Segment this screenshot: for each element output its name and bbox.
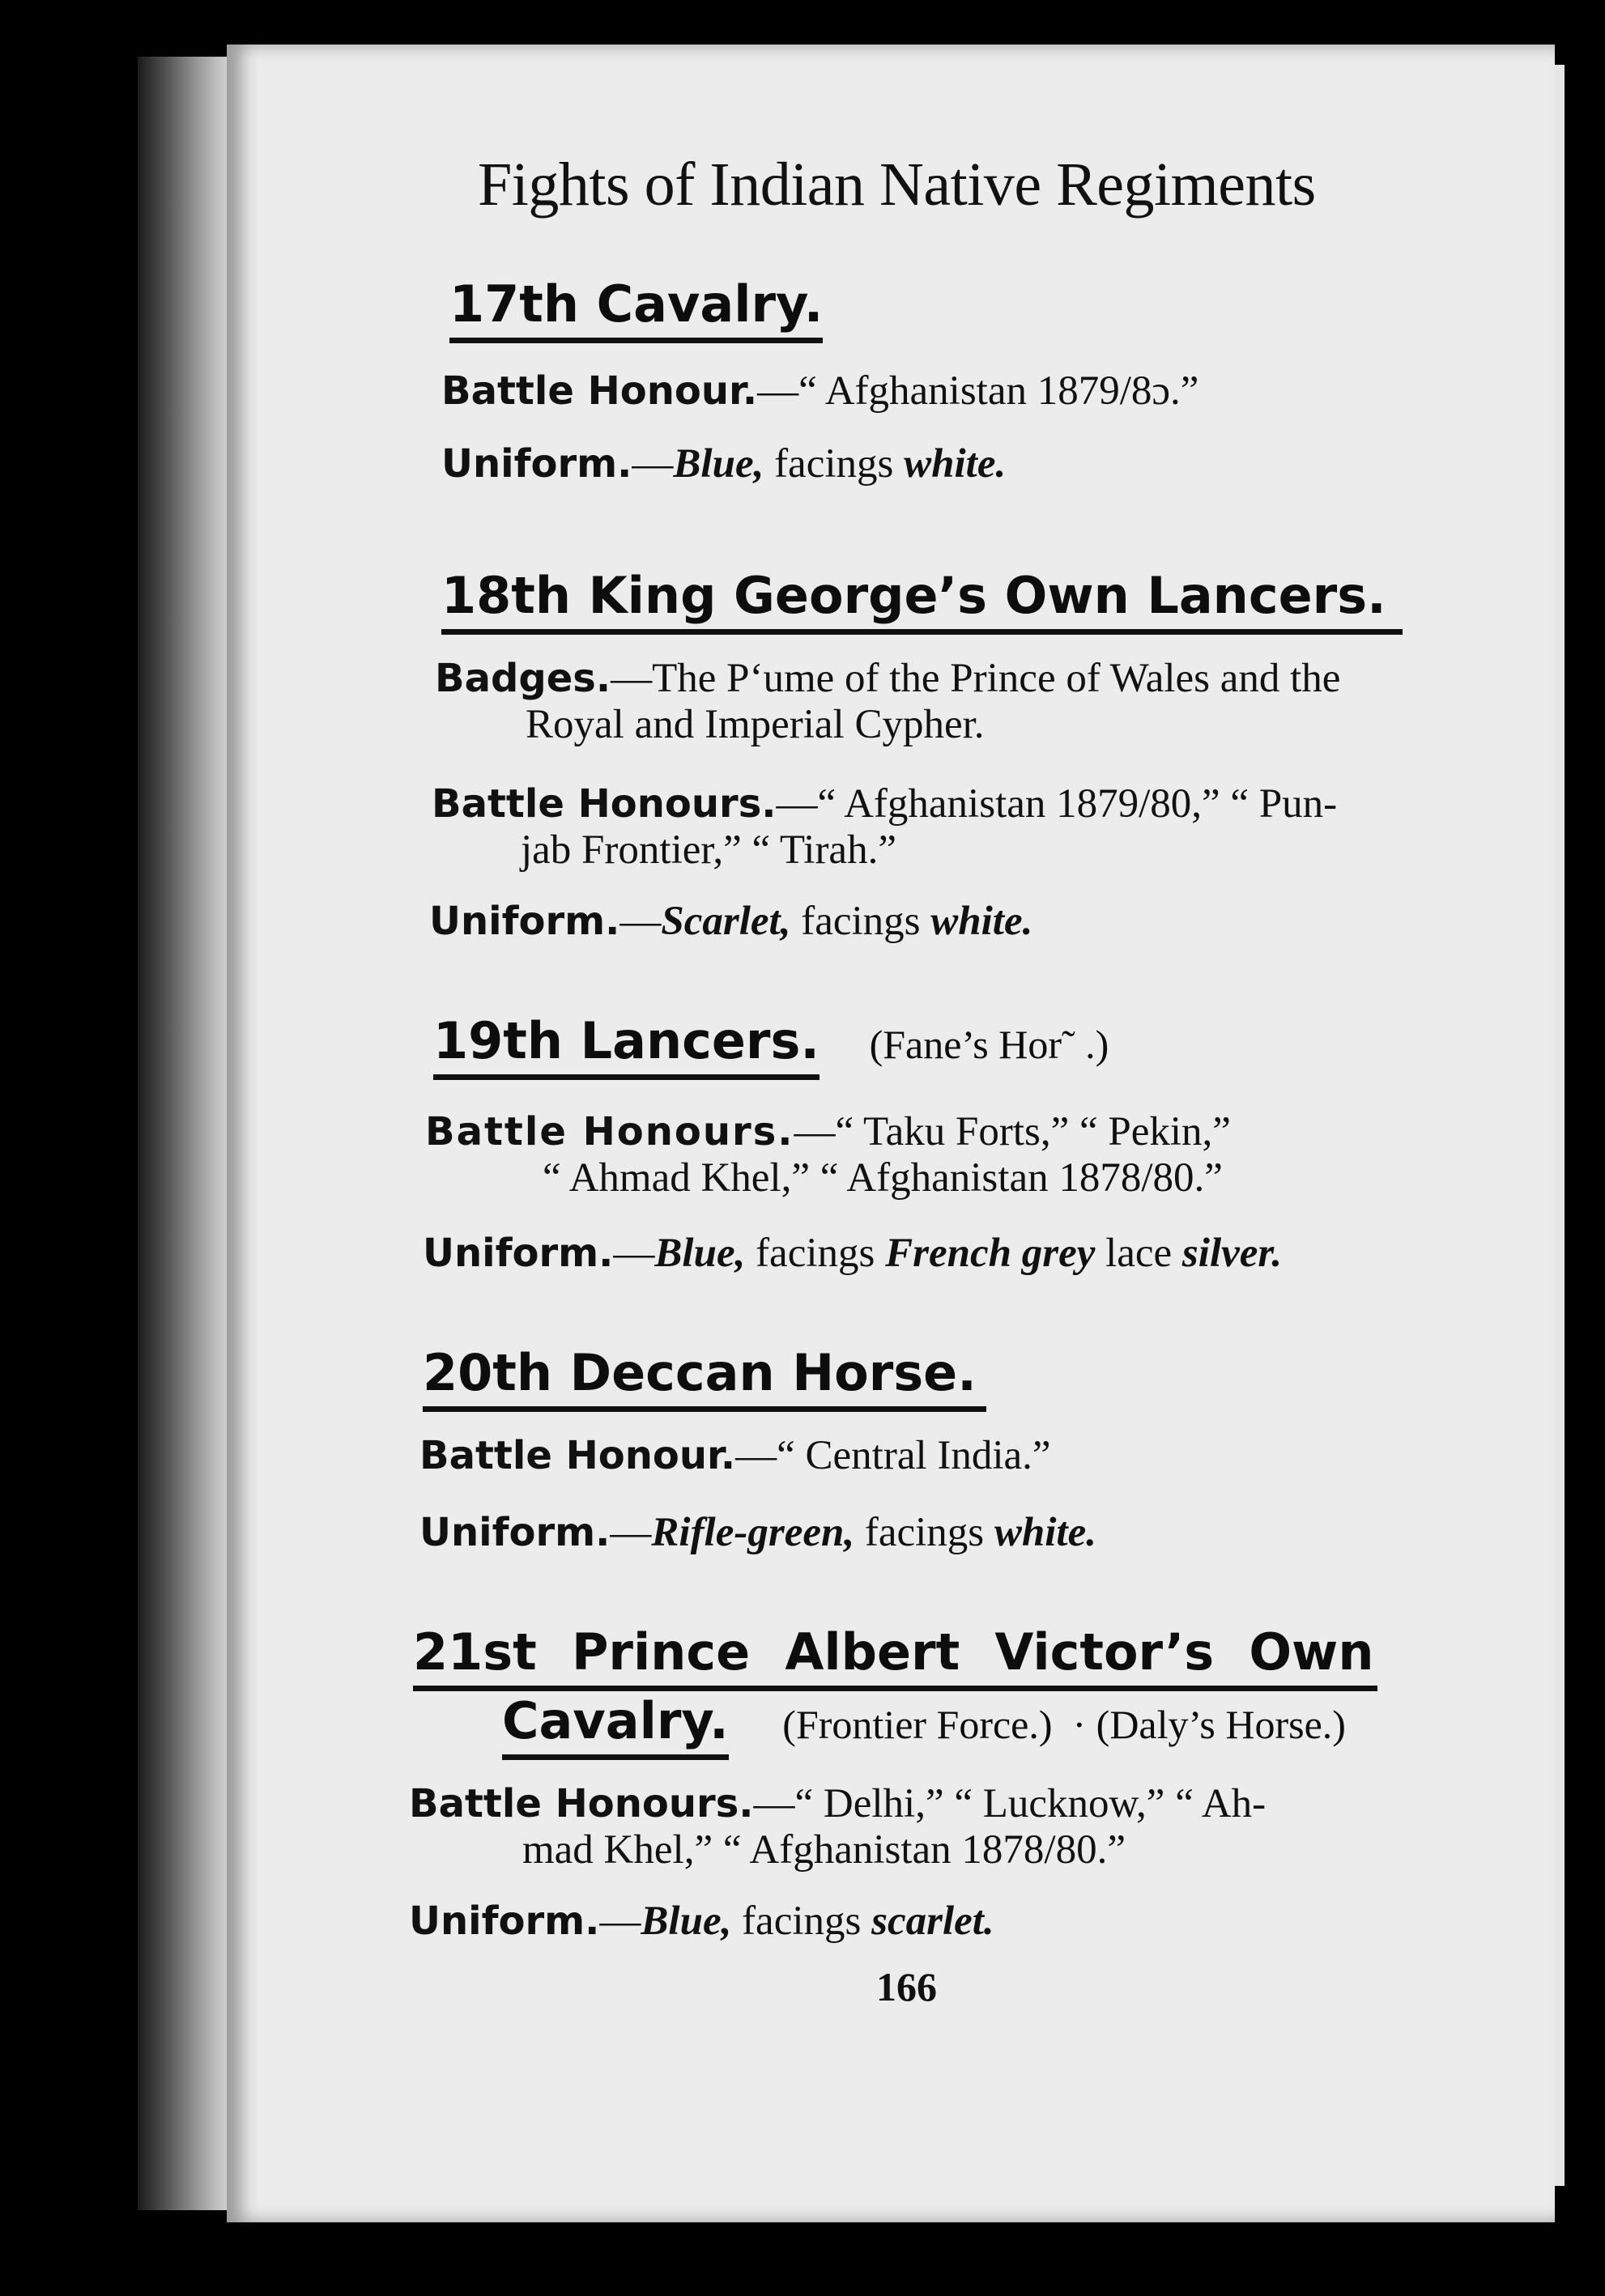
entry-text: —“ Afghanistan 1879/8ɔ.” bbox=[757, 368, 1199, 414]
entry-label: Uniform. bbox=[409, 1898, 600, 1944]
entry-label: Uniform. bbox=[423, 1231, 614, 1276]
heading-text: 21st Prince Albert Victor’s Own bbox=[413, 1627, 1377, 1691]
entry-label: Badges. bbox=[435, 656, 611, 701]
facing-page-edge bbox=[1555, 65, 1565, 2186]
battle-honour-entry bbox=[419, 1433, 1051, 1479]
entry-dash: — bbox=[610, 1510, 652, 1555]
entry-text: lace bbox=[1095, 1231, 1182, 1276]
entry-text: —“ Central India.” bbox=[735, 1433, 1051, 1478]
entry-label: Uniform. bbox=[429, 899, 620, 944]
heading-text: Cavalry. bbox=[502, 1696, 729, 1760]
entry-dash: — bbox=[599, 1898, 641, 1944]
entry-continuation: jab Frontier,” “ Tirah.” bbox=[521, 827, 896, 873]
uniform-entry bbox=[429, 899, 1032, 945]
uniform-entry bbox=[423, 1231, 1282, 1277]
entry-label: Battle Honour. bbox=[419, 1433, 736, 1478]
entry-text: facings bbox=[745, 1231, 886, 1276]
heading-text: 20th Deccan Horse. bbox=[423, 1348, 986, 1412]
heading-text: 19th Lancers. bbox=[433, 1016, 820, 1080]
entry-text: —“ Taku Forts,” “ Pekin,” bbox=[794, 1109, 1231, 1154]
entry-text: facings bbox=[790, 899, 931, 944]
entry-label: Battle Honour. bbox=[441, 368, 758, 414]
facings-colour: white. bbox=[904, 441, 1007, 487]
uniform-entry bbox=[409, 1898, 994, 1945]
section-heading-20th-deccan-horse bbox=[423, 1343, 986, 1412]
entry-continuation: “ Ahmad Khel,” “ Afghanistan 1878/80.” bbox=[543, 1155, 1223, 1201]
section-heading-17th-cavalry bbox=[449, 274, 824, 343]
badges-entry bbox=[435, 656, 1340, 748]
battle-honours-entry bbox=[409, 1781, 1266, 1873]
section-heading-21st-cavalry bbox=[413, 1622, 1377, 1691]
book-spine-shadow bbox=[138, 57, 235, 2210]
regiment-alias: (Fane’s Hor˜ .) bbox=[869, 1022, 1109, 1067]
entry-label: Uniform. bbox=[419, 1510, 611, 1555]
uniform-colour: Blue, bbox=[641, 1898, 732, 1944]
entry-dash: — bbox=[619, 899, 662, 944]
uniform-entry bbox=[441, 441, 1006, 487]
battle-honour-entry bbox=[441, 368, 1198, 415]
facings-colour: white. bbox=[994, 1510, 1096, 1555]
entry-dash: — bbox=[613, 1231, 655, 1276]
section-heading-18th-lancers bbox=[441, 566, 1403, 635]
uniform-colour: Scarlet, bbox=[661, 899, 791, 944]
facings-colour: French grey bbox=[885, 1231, 1096, 1276]
entry-label: Battle Honours. bbox=[425, 1109, 794, 1154]
section-heading-21st-cavalry-line2 bbox=[502, 1691, 1346, 1760]
entry-text: facings bbox=[854, 1510, 994, 1555]
uniform-colour: Blue, bbox=[673, 441, 764, 487]
page-title: Fights of Indian Native Regiments bbox=[478, 151, 1316, 219]
entry-text: facings bbox=[764, 441, 905, 487]
entry-dash: — bbox=[632, 441, 674, 487]
entry-text: —“ Delhi,” “ Lucknow,” “ Ah- bbox=[753, 1781, 1267, 1826]
heading-text: 17th Cavalry. bbox=[449, 279, 823, 343]
entry-label: Battle Honours. bbox=[432, 781, 777, 827]
section-heading-19th-lancers bbox=[433, 1011, 1109, 1080]
heading-text: 18th King George’s Own Lancers. bbox=[441, 571, 1403, 635]
entry-text: —The P‘ume of the Prince of Wales and the bbox=[611, 656, 1341, 701]
uniform-colour: Blue, bbox=[654, 1231, 746, 1276]
entry-text: —“ Afghanistan 1879/80,” “ Pun- bbox=[776, 781, 1338, 827]
entry-continuation: Royal and Imperial Cypher. bbox=[526, 702, 985, 747]
battle-honours-entry bbox=[432, 781, 1337, 874]
lace-colour: silver. bbox=[1181, 1231, 1283, 1276]
entry-text: facings bbox=[731, 1898, 872, 1944]
facings-colour: scarlet. bbox=[871, 1898, 994, 1944]
entry-label: Battle Honours. bbox=[409, 1781, 754, 1826]
entry-continuation: mad Khel,” “ Afghanistan 1878/80.” bbox=[522, 1827, 1126, 1873]
battle-honours-entry bbox=[425, 1109, 1231, 1201]
uniform-colour: Rifle-green, bbox=[651, 1510, 855, 1555]
regiment-alias: (Frontier Force.) · (Daly’s Horse.) bbox=[782, 1702, 1346, 1747]
page-number: 166 bbox=[876, 1964, 937, 2009]
facings-colour: white. bbox=[930, 899, 1033, 944]
uniform-entry bbox=[419, 1510, 1096, 1556]
entry-label: Uniform. bbox=[441, 441, 632, 487]
